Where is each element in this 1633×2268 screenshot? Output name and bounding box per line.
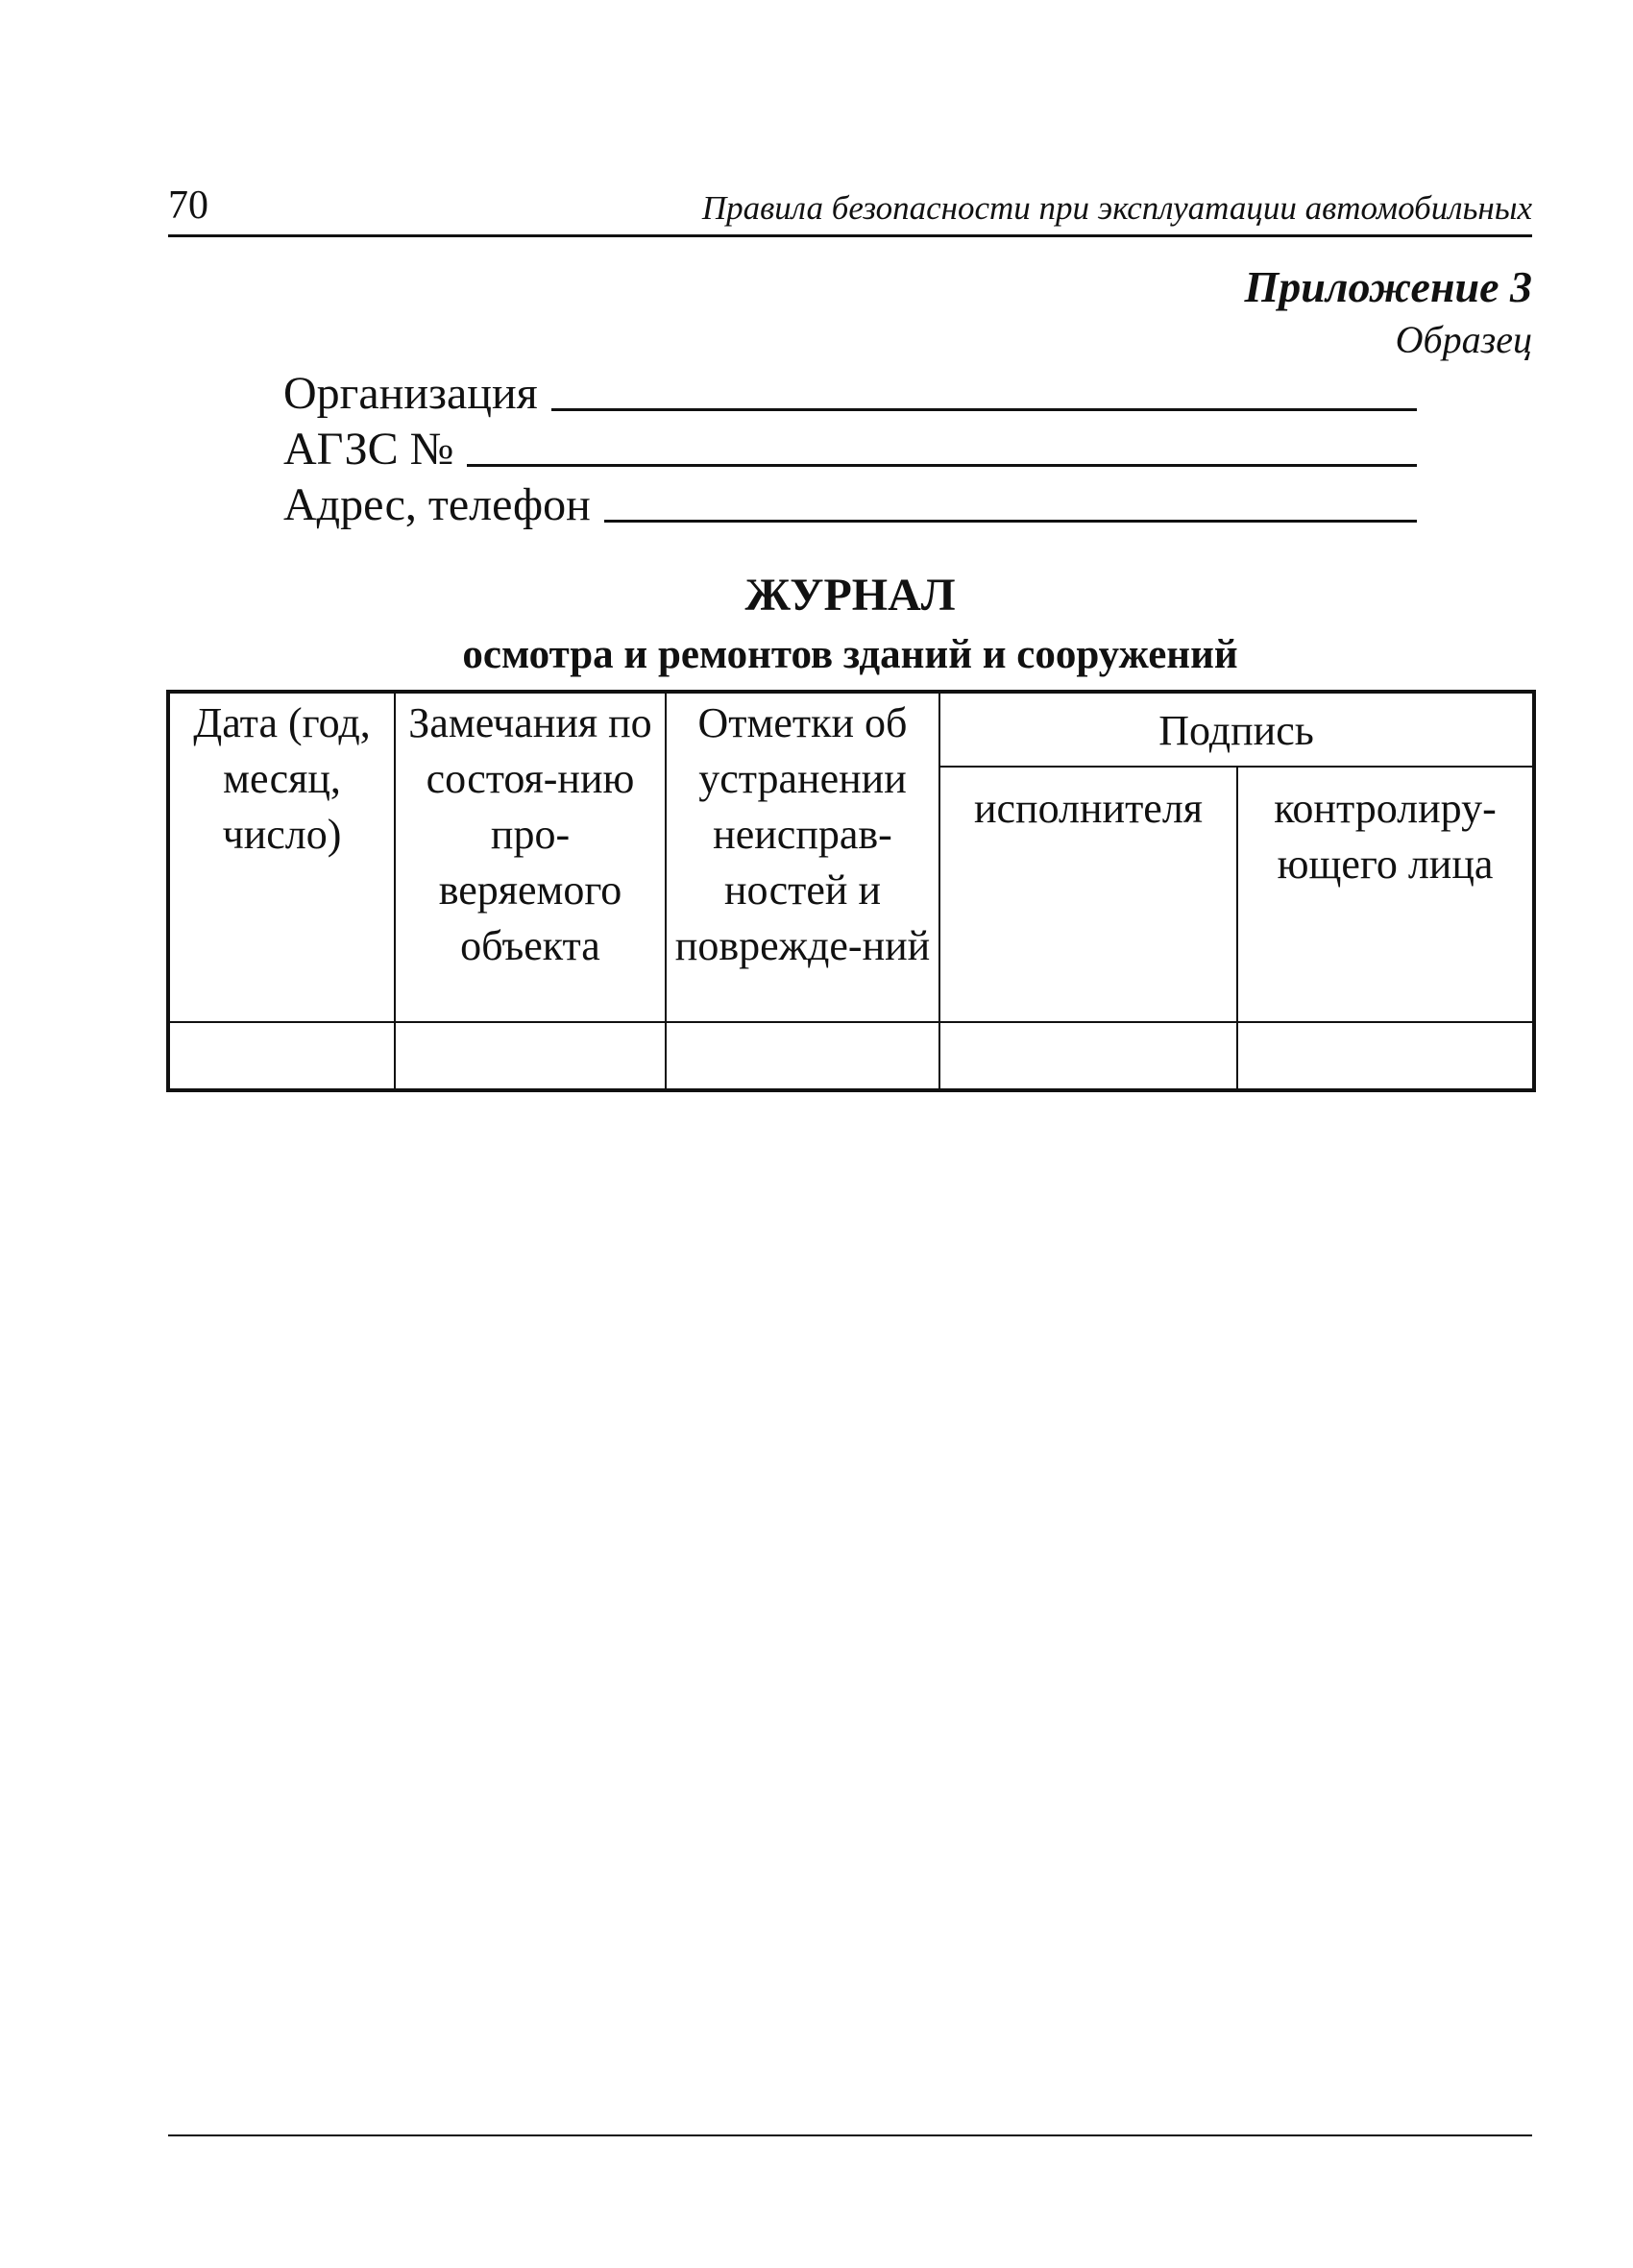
journal-title: ЖУРНАЛ: [744, 570, 956, 621]
column-header-fixes: Отметки об устранении неисправ-ностей и поврежде-ний: [666, 692, 939, 1022]
appendix-label: Приложение 3: [1244, 262, 1532, 311]
table-row: [168, 1022, 1534, 1090]
journal-subtitle: осмотра и ремонтов зданий и сооружений: [462, 632, 1238, 677]
station-number-blank-line: [467, 463, 1417, 467]
station-number-field: [283, 423, 1417, 476]
header-rule: [168, 234, 1532, 237]
page-number: 70: [168, 183, 208, 228]
column-header-remarks: Замечания по состоя-нию про-веряемого объекта: [395, 692, 666, 1022]
column-header-executor: исполнителя: [939, 767, 1237, 1022]
address-phone-blank-line: [604, 519, 1417, 523]
column-header-controller: контролиру-ющего лица: [1237, 767, 1534, 1022]
organization-label: Организация: [283, 368, 538, 419]
station-number-label: АГЗС №: [283, 424, 454, 475]
running-title: Правила безопасности при эксплуатации автомобильных: [701, 189, 1532, 227]
table-header-row: [168, 692, 1534, 767]
footer-rule: [168, 2134, 1532, 2136]
journal-table: [166, 690, 1536, 1092]
table-cell-executor: [939, 1022, 1237, 1090]
organization-field: [283, 367, 1417, 421]
address-phone-field: [283, 478, 1417, 532]
sample-label: Образец: [1395, 318, 1532, 361]
address-phone-label: Адрес, телефон: [283, 479, 591, 530]
table-cell-fixes: [666, 1022, 939, 1090]
table-cell-controller: [1237, 1022, 1534, 1090]
table-cell-remarks: [395, 1022, 666, 1090]
organization-blank-line: [551, 407, 1417, 411]
column-header-date: Дата (год, месяц, число): [168, 692, 395, 1022]
column-header-signature: Подпись: [939, 692, 1534, 767]
table-cell-date: [168, 1022, 395, 1090]
